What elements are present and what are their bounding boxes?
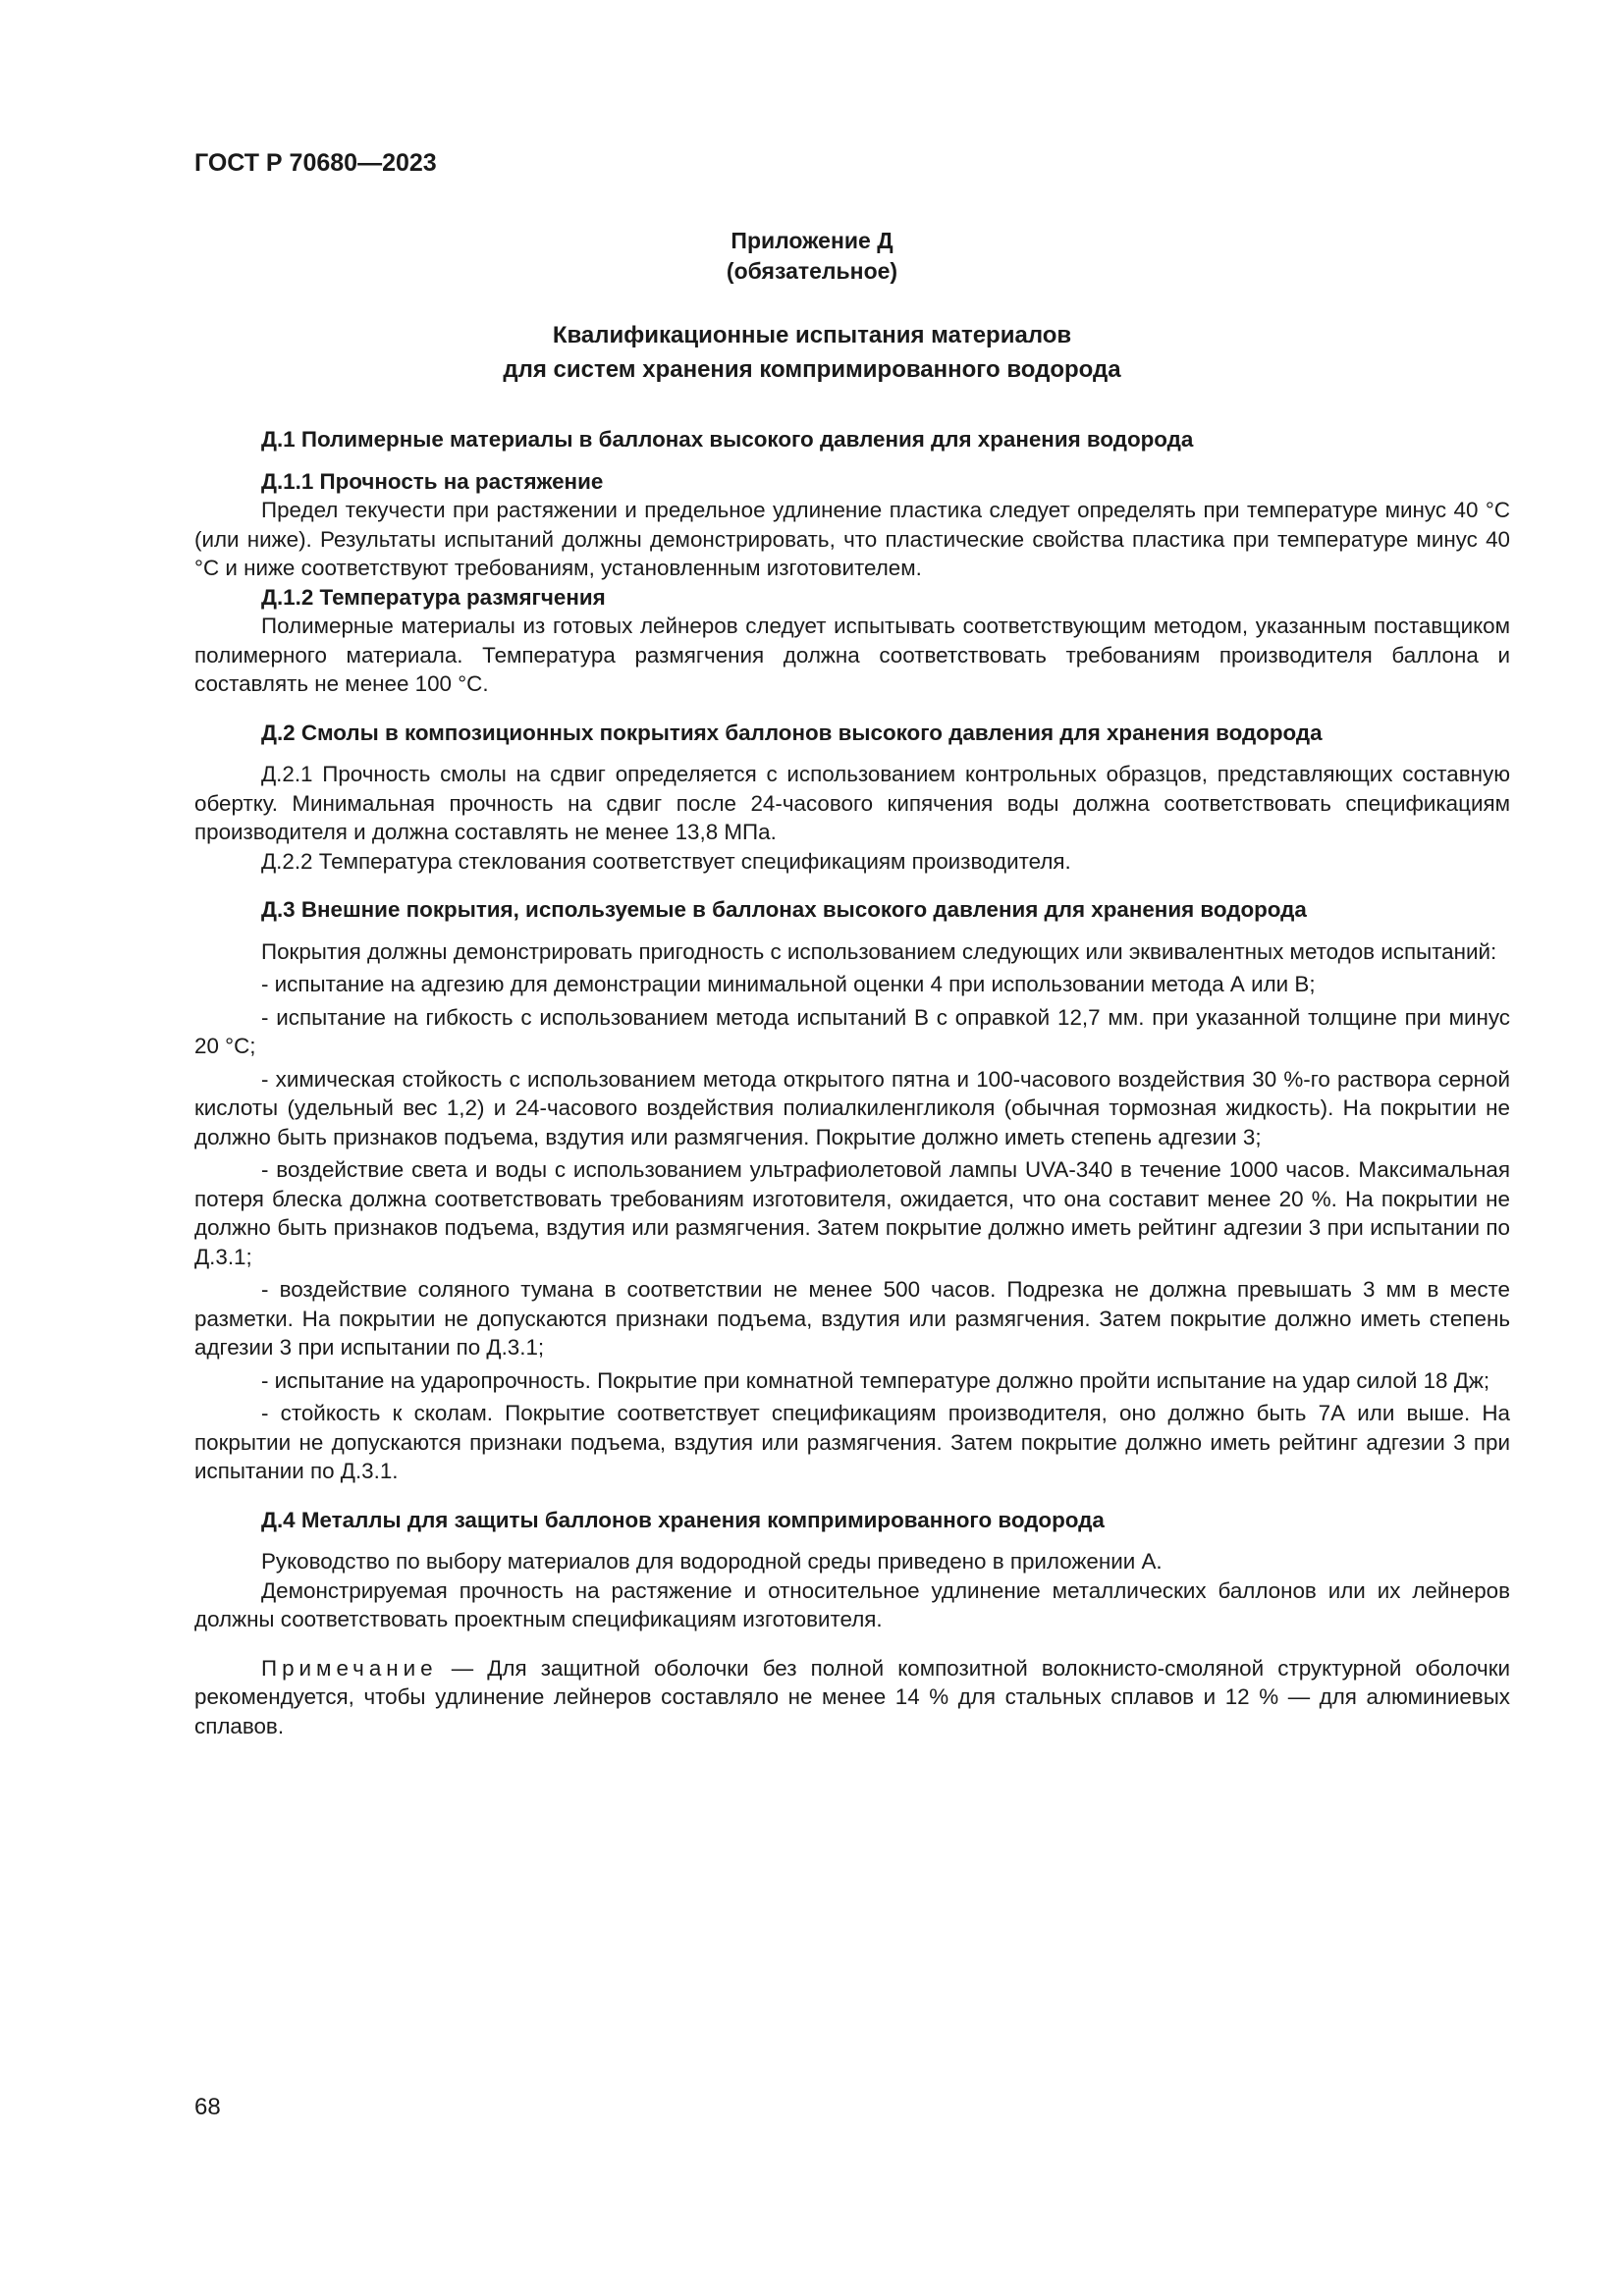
annex-heading xyxy=(0,226,1624,287)
section-d2-paragraph-1: Д.2.1 Прочность смолы на сдвиг определяется с использованием контрольных образцов, представляющих составную обертку. Минимальная прочность на сдвиг после 24-часового кипячения воды должна соответствовать спецификациям производителя и должна составлять не менее 13,8 МПа. xyxy=(194,762,1510,844)
note xyxy=(194,1654,1510,1741)
annex-title-line-2: для систем хранения компримированного водорода xyxy=(503,356,1121,383)
subsection-d1-2-heading: Д.1.2 Температура размягчения xyxy=(261,584,606,610)
list-item: - воздействие света и воды с использованием ультрафиолетовой лампы UVA-340 в течение 1000 часов. Максимальная потеря блеска должна соответствовать требованиям изготовителя, ожидается, что она составит менее 20 %. На покрытии не должно быть признаков подъема, вздутия или размягчения. Затем покрытие должно иметь рейтинг адгезии 3 при испытании по Д.3.1; xyxy=(194,1157,1510,1269)
note-label: Примечание xyxy=(261,1655,438,1681)
list-item: - стойкость к сколам. Покрытие соответствует спецификациям производителя, оно должно быть 7А или выше. На покрытии не допускаются признаки подъема, вздутия или размягчения. Затем покрытие должно иметь рейтинг адгезии 3 при испытании по Д.3.1. xyxy=(194,1401,1510,1483)
spacer xyxy=(194,1534,1510,1547)
spacer xyxy=(194,454,1510,467)
list-item: - химическая стойкость с использованием метода открытого пятна и 100-часового воздействия 30 %-го раствора серной кислоты (удельный вес 1,2) и 24-часового воздействия полиалкиленгликоля (обычная тормозная жидкость). На покрытии не должно быть признаков подъема, вздутия или размягчения. Покрытие должно иметь степень адгезии 3; xyxy=(194,1066,1510,1149)
note-text: — Для защитной оболочки без полной композитной волокнисто-смоляной структурной оболочки рекомендуется, чтобы удлинение лейнеров составляло не менее 14 % для стальных сплавов и 12 % — для алюминиевых сплавов. xyxy=(194,1655,1510,1738)
section-d2-heading: Д.2 Смолы в композиционных покрытиях баллонов высокого давления для хранения водорода xyxy=(261,720,1323,745)
document-body xyxy=(194,425,1510,1740)
annex-label: Приложение Д xyxy=(731,228,893,253)
annex-title xyxy=(0,318,1624,387)
spacer xyxy=(194,699,1510,719)
section-d2-paragraph-2: Д.2.2 Температура стеклования соответствует спецификациям производителя. xyxy=(261,848,1071,874)
section-d1-heading: Д.1 Полимерные материалы в баллонах высокого давления для хранения водорода xyxy=(261,427,1194,452)
section-d4-heading: Д.4 Металлы для защиты баллонов хранения компримированного водорода xyxy=(261,1507,1105,1532)
annex-status: (обязательное) xyxy=(726,258,898,284)
section-d3-heading: Д.3 Внешние покрытия, используемые в баллонах высокого давления для хранения водорода xyxy=(261,897,1307,922)
section-d4-paragraph-2: Демонстрируемая прочность на растяжение и относительное удлинение металлических баллонов или их лейнеров должны соответствовать проектным спецификациям изготовителя. xyxy=(194,1577,1510,1631)
page-number: 68 xyxy=(194,2094,221,2120)
list-item: - испытание на ударопрочность. Покрытие при комнатной температуре должно пройти испытание на удар силой 18 Дж; xyxy=(261,1367,1490,1393)
list-item: - испытание на адгезию для демонстрации минимальной оценки 4 при использовании метода А или В; xyxy=(261,972,1316,996)
document-id: ГОСТ Р 70680—2023 xyxy=(194,149,437,177)
section-d4-paragraph-1: Руководство по выбору материалов для водородной среды приведено в приложении А. xyxy=(261,1549,1163,1574)
spacer xyxy=(194,1486,1510,1506)
spacer xyxy=(194,925,1510,937)
spacer xyxy=(194,876,1510,895)
annex-title-line-1: Квалификационные испытания материалов xyxy=(552,322,1072,348)
list-item: - испытание на гибкость с использованием метода испытаний В с оправкой 12,7 мм. при указанной толщине при минус 20 °С; xyxy=(194,1004,1510,1058)
section-d3-intro: Покрытия должны демонстрировать пригодность с использованием следующих или эквивалентных методов испытаний: xyxy=(261,938,1497,964)
spacer xyxy=(194,747,1510,760)
subsection-d1-2-text: Полимерные материалы из готовых лейнеров следует испытывать соответствующим методом, указанным поставщиком полимерного материала. Температура размягчения должна соответствовать требованиям производителя баллона и составлять не менее 100 °С. xyxy=(194,614,1510,696)
spacer xyxy=(194,1634,1510,1654)
subsection-d1-1-text: Предел текучести при растяжении и предельное удлинение пластика следует определять при температуре минус 40 °С (или ниже). Результаты испытаний должны демонстрировать, что пластические свойства пластика при температуре минус 40 °С и ниже соответствуют требованиям, установленным изготовителем. xyxy=(194,498,1510,580)
list-item: - воздействие соляного тумана в соответствии не менее 500 часов. Подрезка не должна превышать 3 мм в месте разметки. На покрытии не допускаются признаки подъема, вздутия или размягчения. Затем покрытие должно иметь степень адгезии 3 при испытании по Д.3.1; xyxy=(194,1277,1510,1360)
subsection-d1-1-heading: Д.1.1 Прочность на растяжение xyxy=(261,468,604,494)
